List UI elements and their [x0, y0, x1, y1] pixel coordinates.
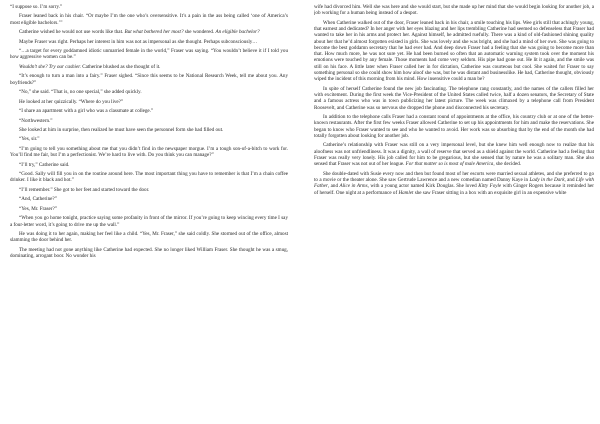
text-run: She looked at him in surprise, then realized he must have seen the personnel form she had filled out.: [19, 127, 224, 133]
text-run: she saw Fraser sitting in a box with an exquisite girl in an expensive white: [413, 189, 567, 196]
paragraph: [10, 118, 288, 124]
text-run: “I’m going to tell you something about me that you didn’t find in the newspaper morgue. I’m a tough son-of-a-bitch to work for. You’ll find me fair, but I’m a perfectionist. We’re hard to live with. Do you think you can manage?”: [10, 145, 288, 159]
text-run: He looked at her quizzically. “Where do you live?”: [19, 98, 124, 105]
italic-text-run: Life with Father: [314, 176, 594, 190]
text-run: Catherine’s relationship with Fraser was still on a very impersonal level, but she knew him well enough now to realize that his aloofness was not unfriendliness. It was a dignity, a wall of reserve that served as a shield against the world. Catherine had a feeling that Fraser was really very lonely. His job called for him to be gregarious, but she sensed that by nature he was a solitary man. She also sensed that Fraser was not out of her league.: [314, 142, 594, 168]
italic-text-run: For that matter so is most of male America: [405, 161, 494, 168]
text-run: She double-dated with Susie every now and then but found most of her escorts were married sexual athletes, and she preferred to go to a movie or the theater alone. She saw Gertrude Lawrence and a new comedian named Danny Kaye in: [314, 170, 594, 183]
paragraph: [10, 13, 288, 26]
left-text-column: [10, 4, 288, 422]
paragraph: [10, 215, 288, 228]
text-run: When Catherine walked out of the door, Fraser leaned back in his chair, a smile touching his lips. Wee girls still that achingly young, that earnest and dedicated? In her anger with her eyes blazing and her lips trembling Catherine had seemed so defenseless that Fraser had wanted to take her in his arms and protect her. Against himself, he admitted ruefully. There was a kind of old-fashioned shining quality about her that he’d almost forgotten existed in girls. She was lovely and she was bright, and she had a mind of her own. She was going to become the best goddamn secretary that he had ever had. And deep down Fraser had a feeling that she was going to become more than that. How much more, he was not sure yet. He had been burned so often that an automatic warning system took over the moment his emotions were touched by any female. Those moments had come very seldom. His pipe had gone out. He lit it again, and the smile was still on his face. A little later when Fraser called her in for dictation, Catherine was courteous but cool. She waited for Fraser to say something personal so she could show him how aloof she was, but he was distant and businesslike. He had, Catherine thought, obviously wiped the incident of this morning from his mind. How insensitive could a man be?: [314, 19, 594, 83]
paragraph: [10, 231, 288, 244]
text-run: she wondered.: [183, 29, 216, 36]
text-run: “Yes, Mr. Fraser?”: [19, 205, 57, 212]
text-run: “And, Catherine?”: [19, 196, 57, 203]
paragraph: [10, 171, 288, 184]
paragraph: [10, 64, 288, 70]
text-run: “I’ll remember.” She got to her feet and started toward the door.: [19, 186, 150, 193]
paragraph: [10, 127, 288, 133]
text-run: “No,” she said. “That is, no one special,” she added quickly.: [19, 89, 142, 96]
paragraph: [10, 48, 288, 61]
text-run: Catherine blushed as she thought of it.: [80, 63, 161, 70]
text-run: “When you go home tonight, practice saying some profanity in front of the mirror. If you’re going to keep wincing every time I say a four-letter word, it’s going to drive me up the wall.”: [10, 215, 288, 228]
text-run: Maybe Fraser was right. Perhaps her interest in him was not as impersonal as she thought. Perhaps subconsciously…: [19, 38, 258, 45]
text-run: In addition to the telephone calls Fraser had a constant round of appointments at the office, his country club or at one of the better-known restaurants. After the first few weeks Fraser allowed Catherine to set up his appointments for him and make the reservations. She began to know who Fraser wanted to see and who he wanted to avoid. Her work was so absorbing that by the end of the month she had totally forgotten about looking for another job.: [314, 114, 594, 139]
paragraph: [314, 20, 594, 83]
paragraph: [10, 29, 288, 35]
paragraph: [314, 171, 594, 196]
paragraph: [10, 247, 288, 260]
text-run: “I share an apartment with a girl who was a classmate at college.”: [19, 108, 154, 115]
text-run: Catherine wished he would not use words like that.: [19, 29, 125, 36]
text-run: In spite of herself Catherine found the new job fascinating. The telephone rang constantly, and the names of the callers filled her with excitement. During the first week the Vice-President of the United States called twice, half a dozen senators, the Secretary of State and a famous actress who was in town publicizing her latest picture. The week was climaxed by a telephone call from President Roosevelt, and Catherine was so nervous she dropped the phone and disconnected his secretary.: [314, 85, 594, 111]
italic-text-run: Wouldn’t she? Try our cashier.: [19, 63, 81, 70]
italic-text-run: But what bothered her most?: [124, 29, 184, 36]
text-run: “Yes, sir.”: [19, 136, 40, 143]
paragraph: [314, 142, 594, 167]
paragraph: [10, 162, 288, 168]
text-run: with Ginger Rogers because it reminded her of herself. One night at a performance of: [314, 183, 594, 196]
text-run: The meeting had not gone anything like Catherine had expected. She no longer liked William Fraser. She thought he was a smug, dominating, arrogant boor. No wonder his: [10, 246, 288, 260]
paragraph: [10, 73, 288, 86]
text-run: , and: [327, 183, 340, 190]
text-run: “It’s enough to turn a man into a fairy.” Fraser sighed. “Since this seems to be National Research Week, tell me about you. Any boyfriends?”: [10, 73, 288, 86]
paragraph: [10, 89, 288, 95]
text-run: , with a young actor named Kirk Douglas. She loved: [367, 183, 479, 190]
paragraph: [10, 136, 288, 142]
paragraph: [10, 4, 288, 10]
text-run: wife had divorced him. Well she was here and she would start, but she made up her mind that she would begin looking for another job, a job working for a human being instead of a despot.: [314, 4, 594, 17]
paragraph: [10, 39, 288, 45]
text-run: , and: [564, 176, 576, 183]
paragraph: [314, 4, 594, 17]
paragraph: [10, 146, 288, 159]
text-run: He was doing it to her again, making her feel like a child. “Yes, Mr. Fraser,” she said coldly. She stormed out of the office, almost slamming the door behind her.: [10, 231, 288, 244]
paragraph: [10, 187, 288, 193]
right-text-column: [314, 4, 594, 422]
paragraph: [314, 114, 594, 139]
paragraph: [314, 86, 594, 111]
text-run: “…a target for every goddamned idiotic unmarried female in the world,” Fraser was saying. “You wouldn’t believe it if I told you how aggressive women can be.”: [10, 48, 288, 61]
text-run: “I’ll try,” Catherine said.: [19, 161, 70, 168]
italic-text-run: An eligible bachelor?: [215, 29, 260, 36]
italic-text-run: Hamlet: [398, 189, 414, 196]
italic-text-run: Lady in the Dark: [529, 176, 565, 183]
paragraph: [10, 108, 288, 114]
text-run: “Good. Sally will fill you in on the routine around here. The most important thing you have to remember is that I’m a chain coffee drinker. I like it black and hot.”: [10, 171, 288, 184]
italic-text-run: Alice in Arms: [339, 183, 368, 190]
paragraph: [10, 196, 288, 202]
italic-text-run: Kitty Foyle: [478, 183, 502, 190]
text-run: “Northwestern.”: [19, 117, 53, 124]
paragraph: [10, 99, 288, 105]
text-run: , she decided.: [493, 161, 522, 168]
text-run: “I suppose so. I’m sorry.”: [10, 4, 63, 10]
text-run: Fraser leaned back in his chair. “Or maybe I’m the one who’s oversensitive. It’s a pain in the ass being called ‘one of America’s most eligible bachelors.’”: [10, 13, 288, 26]
paragraph: [10, 206, 288, 212]
